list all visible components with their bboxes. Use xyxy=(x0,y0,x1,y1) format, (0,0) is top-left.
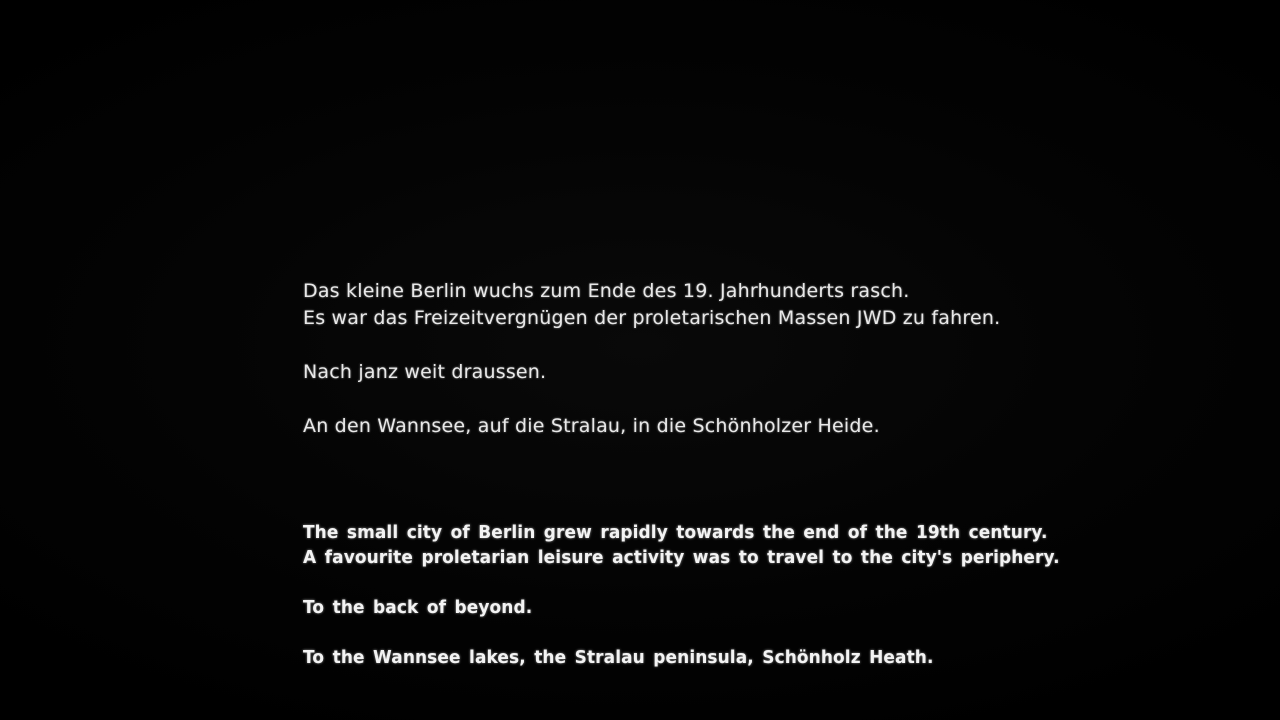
english-line-1: The small city of Berlin grew rapidly towards the end of the 19th century. xyxy=(303,523,1048,543)
english-line-2: A favourite proletarian leisure activity was to travel to the city's periphery. xyxy=(303,548,1060,568)
german-line-1: Das kleine Berlin wuchs zum Ende des 19. Jahrhunderts rasch. xyxy=(303,280,910,302)
german-line-3: Nach janz weit draussen. xyxy=(303,361,547,383)
english-line-4: To the Wannsee lakes, the Stralau peninsula, Schönholz Heath. xyxy=(303,648,934,668)
german-text-block xyxy=(303,278,1000,440)
german-line-4: An den Wannsee, auf die Stralau, in die Schönholzer Heide. xyxy=(303,415,880,437)
english-text-block xyxy=(303,521,1060,671)
english-line-3: To the back of beyond. xyxy=(303,598,533,618)
german-line-2: Es war das Freizeitvergnügen der proletarischen Massen JWD zu fahren. xyxy=(303,307,1001,329)
